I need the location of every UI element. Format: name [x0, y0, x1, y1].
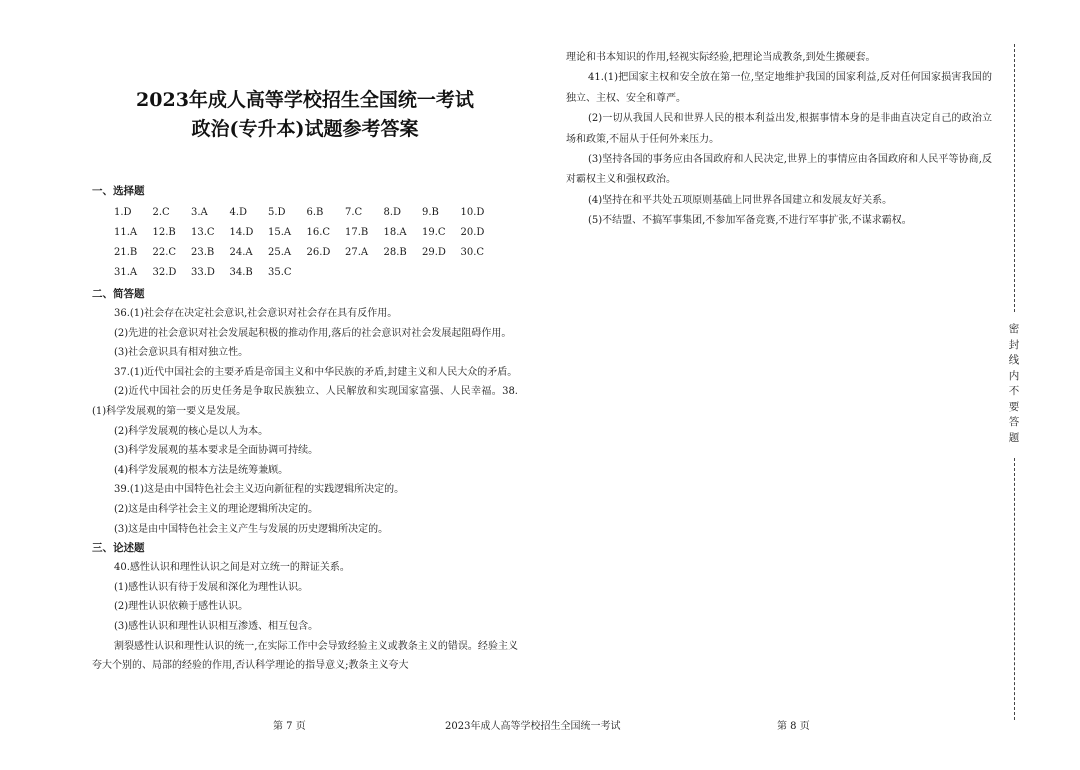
- answer-cell: 6.B: [306, 207, 324, 218]
- answer-cell: 32.D: [152, 267, 177, 278]
- answer-paragraph: (3)坚持各国的事务应由各国政府和人民决定,世界上的事情应由各国政府和人民平等协商,反对霸权主义和强权政治。: [566, 154, 992, 186]
- answer-paragraph: (5)不结盟、不搞军事集团,不参加军备竞赛,不进行军事扩张,不谋求霸权。: [588, 215, 912, 227]
- left-column: [92, 86, 518, 676]
- answer-paragraph: (4)科学发展观的根本方法是统筹兼顾。: [114, 464, 289, 476]
- answer-paragraph: (3)这是由中国特色社会主义产生与发展的历史逻辑所决定的。: [114, 523, 389, 535]
- answer-cell: 8.D: [383, 207, 402, 218]
- answer-cell: 1.D: [114, 207, 132, 218]
- answer-paragraph: 40.感性认识和理性认识之间是对立统一的辩证关系。: [114, 562, 350, 574]
- answer-cell: 17.B: [345, 227, 369, 238]
- answer-cell: 5.D: [268, 207, 286, 218]
- answer-cell: 27.A: [345, 247, 369, 258]
- right-column: [566, 48, 992, 232]
- answer-cell: 35.C: [268, 267, 292, 278]
- answer-cell: 28.B: [383, 247, 407, 258]
- section-choice-heading: 一、选择题: [92, 185, 145, 197]
- answer-cell: 13.C: [191, 227, 215, 238]
- answer-cell: 34.B: [229, 267, 253, 278]
- answer-cell: 12.B: [152, 227, 176, 238]
- answer-cell: 11.A: [114, 227, 138, 238]
- answer-row: [114, 203, 518, 223]
- binding-dashed-line-bottom: [1014, 458, 1015, 720]
- answer-cell: 7.C: [345, 207, 363, 218]
- footer-left-page-number: 第 7 页: [273, 721, 306, 732]
- answer-paragraph: (2)理性认识依赖于感性认识。: [114, 601, 249, 613]
- answer-cell: 14.D: [229, 227, 254, 238]
- answer-cell: 16.C: [306, 227, 331, 238]
- answer-paragraph: (2)先进的社会意识对社会发展起积极的推动作用,落后的社会意识对社会发展起阻碍作用。: [114, 327, 512, 339]
- answer-cell: 3.A: [191, 207, 208, 218]
- answer-cell: 29.D: [422, 247, 446, 258]
- footer-exam-title: 2023年成人高等学校招生全国统一考试: [445, 721, 621, 732]
- answer-cell: 25.A: [268, 247, 292, 258]
- answer-row: [114, 263, 518, 283]
- answer-paragraph: (2)科学发展观的核心是以人为本。: [114, 425, 269, 437]
- continuation-paragraph: 理论和书本知识的作用,轻视实际经验,把理论当成教条,到处生搬硬套。: [566, 52, 876, 63]
- binding-char: 答: [1008, 416, 1020, 428]
- binding-char: 内: [1008, 369, 1020, 382]
- binding-char: 不: [1008, 385, 1020, 397]
- answer-paragraph: 割裂感性认识和理性认识的统一,在实际工作中会导致经验主义或教条主义的错误。经验主义夸大个别的、局部的经验的作用,否认科学理论的指导意义;教条主义夸大: [92, 640, 518, 672]
- answer-cell: 19.C: [422, 227, 446, 238]
- title-block: [92, 86, 518, 144]
- answer-cell: 30.C: [460, 247, 485, 258]
- answer-cell: 31.A: [114, 267, 138, 278]
- short-answer-body: [92, 304, 518, 539]
- binding-dashed-line-top: [1014, 44, 1015, 312]
- answer-cell: 4.D: [229, 207, 248, 218]
- binding-char: 题: [1008, 431, 1020, 444]
- title-line-1: 2023年成人高等学校招生全国统一考试: [136, 89, 474, 111]
- answer-paragraph: (2)近代中国社会的历史任务是争取民族独立、人民解放和实现国家富强、人民幸福。38.(1)科学发展观的第一要义是发展。: [92, 386, 518, 417]
- answer-paragraph: (1)感性认识有待于发展和深化为理性认识。: [114, 581, 309, 593]
- footer-right-page-number: 第 8 页: [777, 721, 810, 732]
- answer-cell: 10.D: [460, 207, 485, 218]
- answer-paragraph: 41.(1)把国家主权和安全放在第一位,坚定地维护我国的国家利益,反对任何国家损害我国的独立、主权、安全和尊严。: [566, 72, 992, 104]
- answer-paragraph: (3)科学发展观的基本要求是全面协调可持续。: [114, 445, 319, 457]
- answer-cell: 2.C: [152, 207, 170, 218]
- essay-body: [92, 558, 518, 676]
- answer-paragraph: 36.(1)社会存在决定社会意识,社会意识对社会存在具有反作用。: [114, 308, 398, 319]
- binding-char: 封: [1008, 338, 1020, 351]
- title-line-2: 政治(专升本)试题参考答案: [191, 118, 419, 140]
- section-essay-heading: 三、论述题: [92, 542, 145, 555]
- binding-seal-text: [1005, 322, 1023, 446]
- binding-char: 要: [1008, 400, 1020, 413]
- answer-cell: 33.D: [191, 267, 215, 278]
- answer-cell: 26.D: [306, 247, 331, 258]
- answer-paragraph: (2)这是由科学社会主义的理论逻辑所决定的。: [114, 503, 319, 515]
- answer-cell: 20.D: [460, 227, 485, 238]
- answer-cell: 22.C: [152, 247, 177, 258]
- answer-paragraph: (4)坚持在和平共处五项原则基础上同世界各国建立和发展友好关系。: [588, 194, 893, 206]
- answer-paragraph: 39.(1)这是由中国特色社会主义迈向新征程的实践逻辑所决定的。: [114, 484, 405, 496]
- answer-cell: 18.A: [383, 227, 407, 238]
- answer-paragraph: (2)一切从我国人民和世界人民的根本利益出发,根据事情本身的是非曲直决定自己的政治立场和政策,不屈从于任何外来压力。: [566, 113, 992, 145]
- answer-row: [114, 223, 518, 243]
- answer-cell: 15.A: [268, 227, 292, 238]
- answer-cell: 9.B: [422, 207, 439, 218]
- answer-paragraph: (3)社会意识具有相对独立性。: [114, 347, 249, 359]
- answer-row: [114, 243, 518, 263]
- answer-paragraph: (3)感性认识和理性认识相互渗透、相互包含。: [114, 620, 319, 632]
- answer-cell: 21.B: [114, 247, 138, 258]
- binding-char: 密: [1008, 323, 1020, 335]
- section-short-answer-heading: 二、简答题: [92, 288, 145, 300]
- choice-answers-grid: [92, 203, 518, 283]
- answer-cell: 23.B: [191, 247, 215, 258]
- answer-paragraph: 37.(1)近代中国社会的主要矛盾是帝国主义和中华民族的矛盾,封建主义和人民大众的矛盾。: [114, 366, 518, 378]
- answer-cell: 24.A: [229, 247, 253, 258]
- binding-char: 线: [1008, 354, 1020, 366]
